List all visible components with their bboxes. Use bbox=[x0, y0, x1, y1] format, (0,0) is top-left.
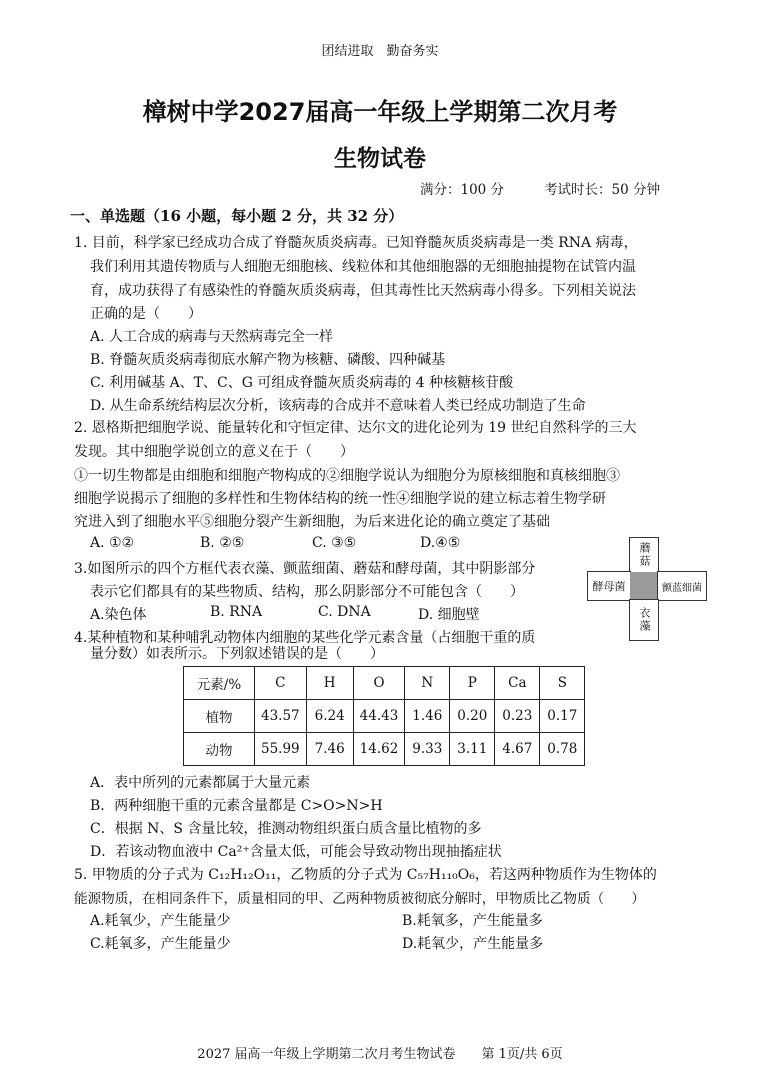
table-header-cell: N bbox=[405, 667, 450, 700]
table-header-cell: C bbox=[255, 667, 307, 700]
table-row bbox=[184, 733, 585, 766]
question-line: 3.如图所示的四个方框代表衣藻、颤蓝细菌、蘑菇和酵母菌，其中阴影部分 bbox=[74, 561, 536, 577]
question-line: 发现。其中细胞学说创立的意义在于（ ） bbox=[74, 444, 354, 460]
table-header-cell: P bbox=[450, 667, 495, 700]
table-cell: 14.62 bbox=[353, 733, 405, 766]
question-line: 1. 目前，科学家已经成功合成了脊髓灰质炎病毒。已知脊髓灰质炎病毒是一类 RNA 病毒， bbox=[74, 235, 638, 251]
option-b: B.耗氧多，产生能量多 bbox=[402, 913, 543, 929]
box-chlamydomonas: 衣藻 bbox=[629, 599, 659, 641]
table-cell: 0.78 bbox=[540, 733, 585, 766]
motto: 团结进取 勤奋务实 bbox=[321, 44, 439, 59]
option-b: B. 脊髓灰质炎病毒彻底水解产物为核糖、磷酸、四种碱基 bbox=[90, 352, 446, 368]
formula-sucrose: C₁₂H₁₂O₁₁ bbox=[208, 867, 277, 883]
box-yeast: 酵母菌 bbox=[587, 571, 631, 601]
question-line: 细胞学说揭示了细胞的多样性和生物体结构的统一性④细胞学说的建立标志着生物学研 bbox=[74, 491, 606, 507]
option-b: B. ②⑤ bbox=[200, 535, 245, 551]
section-title: 一、单选题（16 小题，每小题 2 分，共 32 分） bbox=[70, 207, 404, 225]
question-line: 育，成功获得了有感染性的脊髓灰质炎病毒，但其毒性比天然病毒小得多。下列相关说法 bbox=[90, 283, 636, 299]
question-line: 4.某种植物和某种哺乳动物体内细胞的某些化学元素含量（占细胞干重的质 bbox=[74, 630, 536, 646]
option-c: C. ③⑤ bbox=[312, 535, 357, 551]
option-a: A．表中所列的元素都属于大量元素 bbox=[90, 775, 311, 791]
table-header-cell: 元素/% bbox=[184, 667, 255, 700]
exam-duration: 考试时长：50 分钟 bbox=[544, 182, 661, 198]
question-line: 能源物质，在相同条件下，质量相同的甲、乙两种物质被彻底分解时，甲物质比乙物质（ ） bbox=[74, 891, 645, 907]
table-header-cell: S bbox=[540, 667, 585, 700]
box-mushroom: 蘑菇 bbox=[629, 537, 659, 573]
element-content-table bbox=[183, 666, 585, 766]
exam-title: 樟树中学2027届高一年级上学期第二次月考 bbox=[142, 98, 618, 126]
table-cell: 55.99 bbox=[255, 733, 307, 766]
option-c: C. 利用碱基 A、T、C、G 可组成脊髓灰质炎病毒的 4 种核糖核苷酸 bbox=[90, 375, 514, 391]
option-c: C.耗氧多，产生能量少 bbox=[90, 936, 231, 952]
option-a: A.耗氧少，产生能量少 bbox=[90, 913, 231, 929]
option-c: C. DNA bbox=[318, 604, 371, 620]
table-cell: 1.46 bbox=[405, 700, 450, 733]
table-cell: 0.17 bbox=[540, 700, 585, 733]
question-line: 表示它们都具有的某些物质、结构，那么阴影部分不可能包含（ ） bbox=[90, 584, 524, 600]
table-cell: 3.11 bbox=[450, 733, 495, 766]
table-header-cell: O bbox=[353, 667, 405, 700]
table-cell: 4.67 bbox=[495, 733, 540, 766]
table-cell: 6.24 bbox=[306, 700, 353, 733]
table-header-row bbox=[184, 667, 585, 700]
question-text: 5. 甲物质的分子式为 bbox=[74, 867, 209, 883]
box-cyanobacteria: 颤蓝细菌 bbox=[657, 571, 707, 601]
question-text: ，若这两种物质作为生物体的 bbox=[474, 867, 657, 883]
table-cell: 7.46 bbox=[306, 733, 353, 766]
option-b: B. RNA bbox=[210, 604, 263, 620]
option-a: A. 人工合成的病毒与天然病毒完全一样 bbox=[90, 329, 334, 345]
question-line: ①一切生物都是由细胞和细胞产物构成的②细胞学说认为细胞分为原核细胞和真核细胞③ bbox=[74, 468, 620, 484]
question-text: ，乙物质的分子式为 bbox=[276, 867, 407, 883]
table-cell: 43.57 bbox=[255, 700, 307, 733]
organism-cross-diagram bbox=[587, 537, 707, 641]
full-score: 满分：100 分 bbox=[420, 182, 505, 198]
shaded-overlap bbox=[630, 572, 658, 600]
option-a: A. ①② bbox=[90, 535, 135, 551]
question-line bbox=[74, 864, 657, 884]
question-line: 2. 恩格斯把细胞学说、能量转化和守恒定律、达尔文的进化论列为 19 世纪自然科学的三大 bbox=[74, 420, 637, 436]
option-d: D.耗氧少，产生能量多 bbox=[402, 936, 544, 952]
table-cell: 植物 bbox=[184, 700, 255, 733]
option-d: D. 从生命系统结构层次分析，该病毒的合成并不意味着人类已经成功制造了生命 bbox=[90, 398, 586, 414]
table-cell: 9.33 bbox=[405, 733, 450, 766]
table-cell: 0.20 bbox=[450, 700, 495, 733]
question-line: 量分数）如表所示。下列叙述错误的是（ ） bbox=[90, 646, 384, 662]
question-line: 我们利用其遗传物质与人细胞无细胞核、线粒体和其他细胞器的无细胞抽提物在试管内温 bbox=[90, 259, 636, 275]
table-header-cell: Ca bbox=[495, 667, 540, 700]
option-b: B．两种细胞干重的元素含量都是 C>O>N>H bbox=[90, 798, 383, 814]
option-a: A.染色体 bbox=[90, 607, 147, 623]
option-d: D.④⑤ bbox=[420, 535, 461, 551]
exam-subtitle: 生物试卷 bbox=[334, 146, 426, 172]
page-footer: 2027 届高一年级上学期第二次月考生物试卷 第 1页/共 6页 bbox=[197, 1047, 563, 1062]
option-c: C．根据 N、S 含量比较，推测动物组织蛋白质含量比植物的多 bbox=[90, 821, 482, 837]
table-cell: 动物 bbox=[184, 733, 255, 766]
table-cell: 44.43 bbox=[353, 700, 405, 733]
formula-fat: C₅₇H₁₁₀O₆ bbox=[406, 867, 475, 883]
exam-info bbox=[420, 178, 660, 198]
question-line: 正确的是（ ） bbox=[90, 306, 202, 322]
table-cell: 0.23 bbox=[495, 700, 540, 733]
question-line: 究进入到了细胞水平⑤细胞分裂产生新细胞，为后来进化论的确立奠定了基础 bbox=[74, 514, 550, 530]
option-d: D．若该动物血液中 Ca²⁺含量太低，可能会导致动物出现抽搐症状 bbox=[90, 844, 502, 860]
table-row bbox=[184, 700, 585, 733]
option-d: D. 细胞壁 bbox=[418, 607, 480, 623]
table-header-cell: H bbox=[306, 667, 353, 700]
